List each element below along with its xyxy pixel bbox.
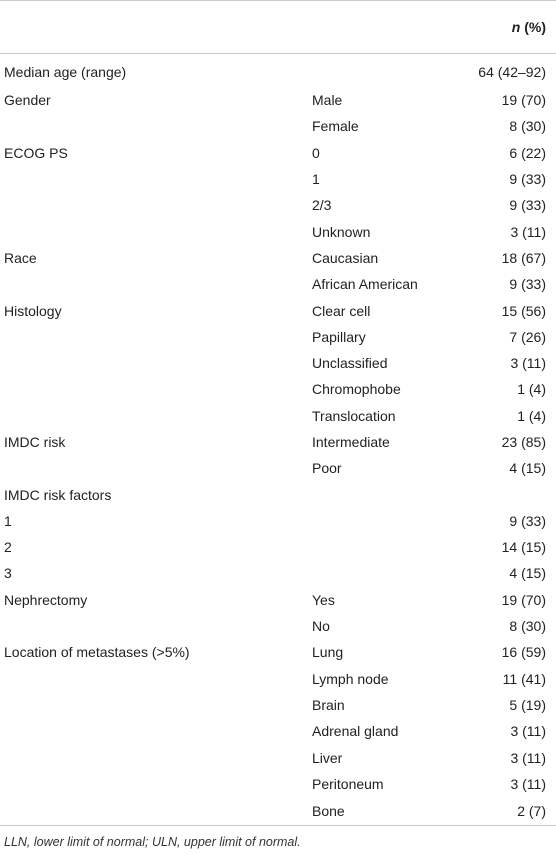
- cell-characteristic: 2: [4, 539, 12, 556]
- cell-characteristic: [0, 376, 312, 402]
- header-n-label: n: [511, 19, 521, 35]
- table-row: [0, 54, 556, 88]
- cell-count: 3 (11): [510, 355, 546, 372]
- cell-category: Chromophobe: [312, 381, 401, 398]
- cell-characteristic: [0, 455, 312, 481]
- cell-category: Female: [312, 118, 359, 135]
- cell-count: 8 (30): [509, 618, 546, 635]
- cell-category: Papillary: [312, 328, 366, 345]
- table-row: [0, 639, 556, 665]
- cell-count: 15 (56): [501, 302, 546, 319]
- header-pct-label: (%): [520, 19, 546, 35]
- cell-category: Bone: [312, 797, 464, 826]
- table-row: [0, 113, 556, 139]
- cell-characteristic: ECOG PS: [4, 144, 68, 161]
- cell-characteristic: [0, 166, 312, 192]
- table-header: [0, 1, 556, 54]
- table-row: [0, 350, 556, 376]
- table-row: [0, 744, 556, 770]
- table-row: [0, 797, 556, 826]
- cell-count: 1 (4): [517, 381, 546, 398]
- cell-category: Lung: [312, 644, 344, 661]
- table-row: [0, 508, 556, 534]
- cell-category: Brain: [312, 696, 345, 713]
- cell-characteristic: [0, 350, 312, 376]
- table-row: [0, 245, 556, 271]
- cell-category: 1: [312, 171, 320, 188]
- cell-category: [312, 481, 464, 507]
- cell-count: 9 (33): [509, 512, 546, 529]
- cell-characteristic: [0, 324, 312, 350]
- cell-category: Poor: [312, 460, 342, 477]
- table-row: [0, 297, 556, 323]
- cell-category: [312, 534, 464, 560]
- cell-count: 23 (85): [501, 434, 546, 450]
- cell-characteristic: [0, 718, 312, 744]
- table-row: [0, 481, 556, 507]
- cell-category: Intermediate: [312, 434, 390, 450]
- table-row: [0, 140, 556, 166]
- header-cell-category: [312, 1, 464, 54]
- cell-count: [464, 481, 556, 507]
- cell-count: 16 (59): [501, 644, 546, 661]
- cell-characteristic: 3: [4, 565, 12, 582]
- cell-count: 4 (15): [509, 460, 546, 477]
- cell-count: 11 (41): [502, 670, 546, 687]
- cell-characteristic: [0, 113, 312, 139]
- cell-characteristic: Nephrectomy: [4, 591, 88, 608]
- cell-count: 18 (67): [501, 249, 546, 266]
- cell-characteristic: [0, 744, 312, 770]
- cell-count: 3 (11): [510, 749, 546, 766]
- cell-characteristic: [0, 692, 312, 718]
- table-row: [0, 429, 556, 455]
- cell-category: Clear cell: [312, 302, 371, 319]
- cell-count: 9 (33): [509, 171, 546, 188]
- table-footnote: LLN, lower limit of normal; ULN, upper limit of normal.: [4, 835, 301, 849]
- table-row: [0, 692, 556, 718]
- table-row: [0, 587, 556, 613]
- cell-category: [312, 508, 464, 534]
- header-cell-count: [464, 1, 556, 54]
- cell-characteristic: [0, 797, 312, 826]
- cell-characteristic: [0, 403, 312, 429]
- cell-characteristic: Race: [4, 249, 37, 266]
- cell-count: 9 (33): [509, 197, 546, 214]
- cell-category: No: [312, 618, 330, 635]
- cell-count: 9 (33): [509, 276, 546, 293]
- table-row: [0, 666, 556, 692]
- table-row: [0, 271, 556, 297]
- table-row: [0, 718, 556, 744]
- cell-characteristic: [0, 666, 312, 692]
- cell-category: Lymph node: [312, 670, 389, 687]
- table-row: [0, 324, 556, 350]
- cell-count: 6 (22): [509, 144, 546, 161]
- cell-category: 2/3: [312, 197, 332, 214]
- cell-category: Caucasian: [312, 249, 379, 266]
- cell-characteristic: [0, 613, 312, 639]
- cell-category: African American: [312, 276, 418, 293]
- cell-characteristic: IMDC risk: [4, 434, 66, 450]
- cell-category: Unclassified: [312, 355, 388, 372]
- cell-characteristic: [0, 192, 312, 218]
- table-row: [0, 560, 556, 586]
- cell-count: 2 (7): [464, 797, 556, 826]
- cell-count: 1 (4): [517, 407, 546, 424]
- table-row: [0, 771, 556, 797]
- cell-characteristic: Histology: [4, 302, 62, 319]
- table-row: [0, 87, 556, 113]
- table-row: [0, 534, 556, 560]
- cell-count: 3 (11): [510, 223, 546, 240]
- cell-count: 19 (70): [501, 92, 546, 109]
- table-row: [0, 376, 556, 402]
- cell-count: 19 (70): [501, 591, 546, 608]
- cell-characteristic: [0, 271, 312, 297]
- cell-count: 5 (19): [509, 696, 546, 713]
- cell-category: Male: [312, 92, 343, 109]
- cell-characteristic: IMDC risk factors: [4, 486, 112, 503]
- cell-category: [312, 54, 464, 88]
- cell-characteristic: [0, 771, 312, 797]
- cell-count: 4 (15): [509, 565, 546, 582]
- table-row: [0, 192, 556, 218]
- header-cell-characteristic: [0, 1, 312, 54]
- table-row: [0, 613, 556, 639]
- cell-category: Translocation: [312, 407, 396, 424]
- cell-count: 14 (15): [501, 539, 546, 556]
- cell-category: 0: [312, 144, 320, 161]
- table-body: [0, 54, 556, 826]
- cell-count: 3 (11): [510, 775, 546, 792]
- cell-count: 3 (11): [510, 723, 546, 740]
- cell-category: Unknown: [312, 223, 371, 240]
- cell-count: 8 (30): [509, 118, 546, 135]
- cell-category: Adrenal gland: [312, 723, 399, 740]
- table-row: [0, 455, 556, 481]
- cell-category: Liver: [312, 749, 343, 766]
- cell-category: Peritoneum: [312, 775, 384, 792]
- cell-characteristic: Location of metastases (>5%): [4, 644, 190, 661]
- table-row: [0, 403, 556, 429]
- table-row: [0, 218, 556, 244]
- cell-count: 7 (26): [509, 328, 546, 345]
- cell-characteristic: Median age (range): [4, 64, 127, 80]
- cell-count: 64 (42–92): [478, 64, 546, 80]
- cell-characteristic: Gender: [4, 92, 51, 109]
- cell-category: Yes: [312, 591, 335, 608]
- table-row: [0, 166, 556, 192]
- cell-characteristic: [0, 218, 312, 244]
- cell-characteristic: 1: [4, 512, 12, 529]
- header-row: [0, 1, 556, 54]
- cell-category: [312, 560, 464, 586]
